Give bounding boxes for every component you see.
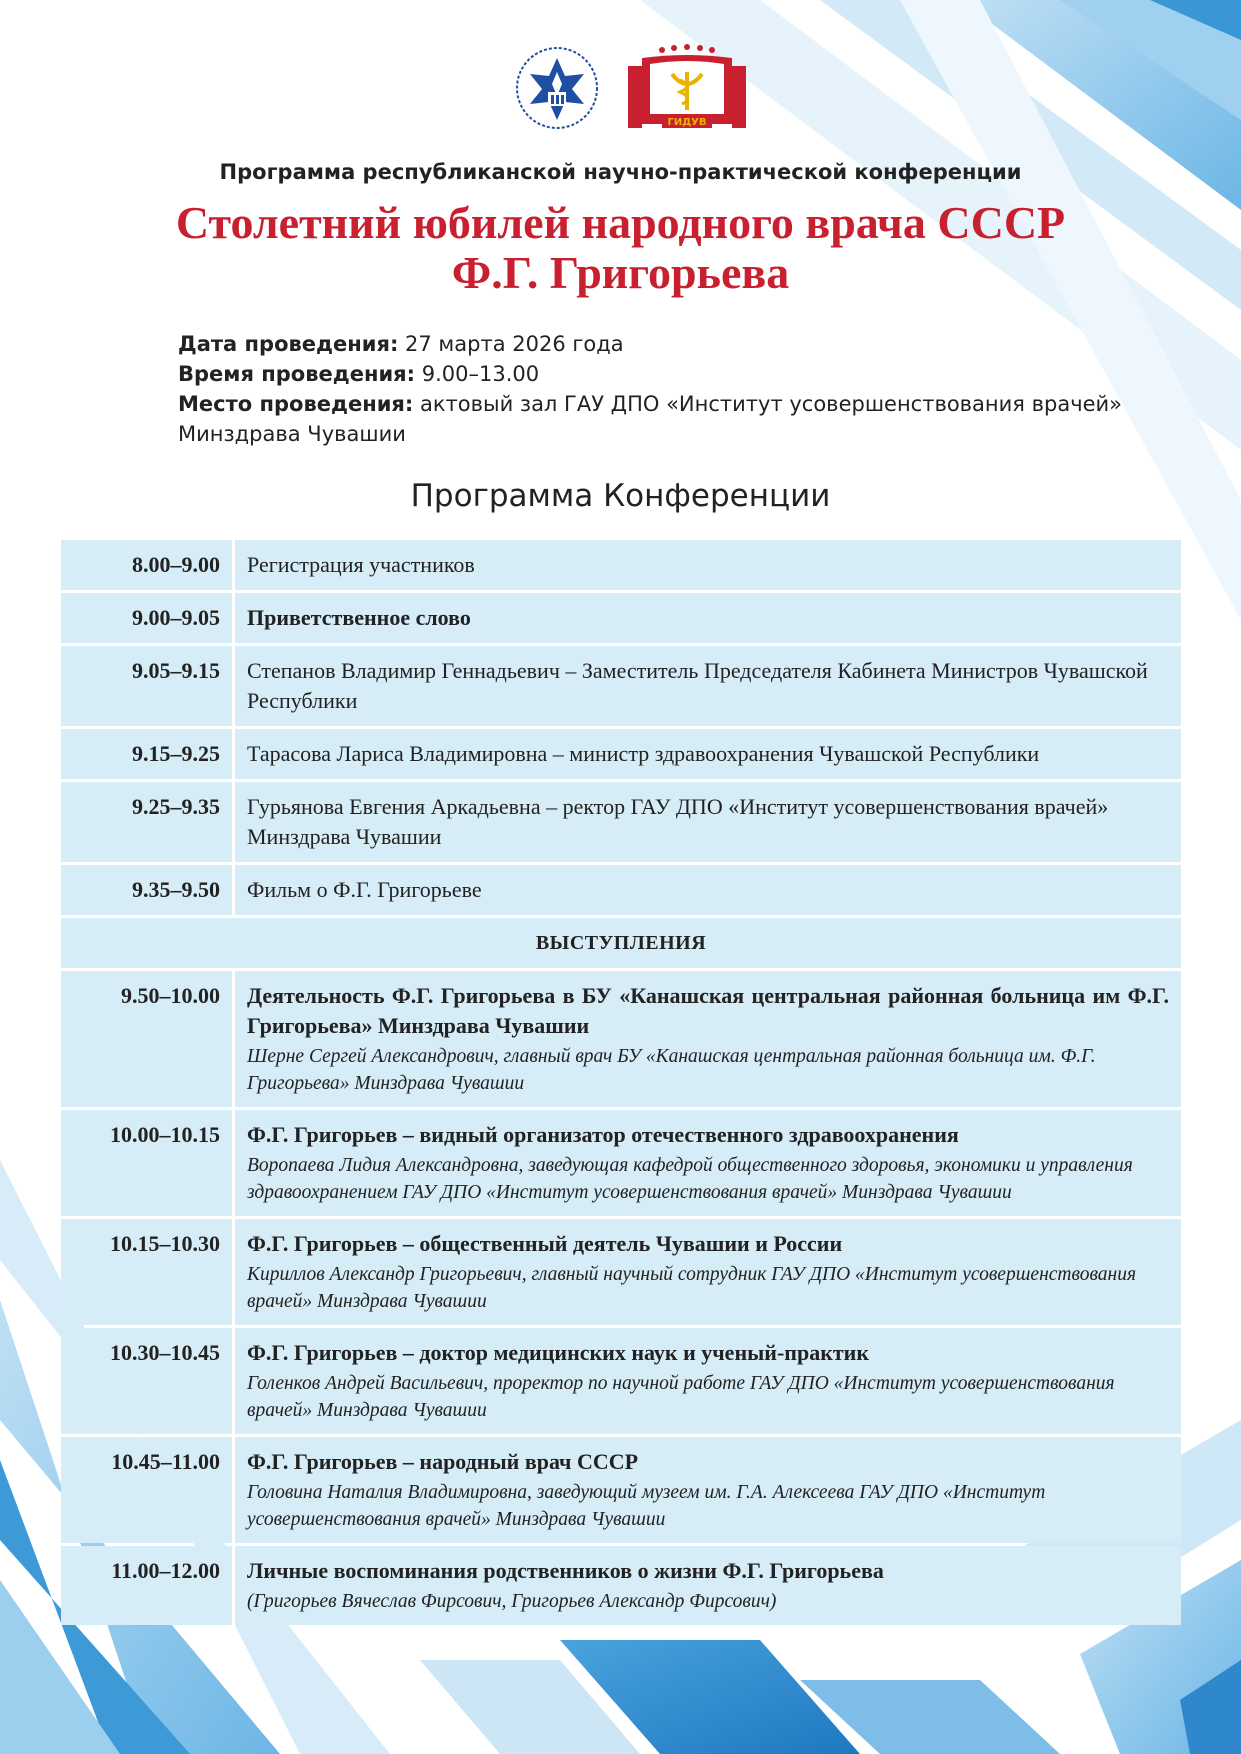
talk-speaker: Кириллов Александр Григорьевич, главный научный сотрудник ГАУ ДПО «Институт усовершенствования врачей» Минздрава Чувашии	[247, 1264, 1137, 1312]
minzdrav-chuvashii-logo	[512, 44, 602, 132]
row-time: 9.25–9.35	[61, 782, 235, 862]
date-value: 27 марта 2026 года	[398, 332, 624, 356]
talk-time: 10.45–11.00	[61, 1437, 235, 1543]
talk-title: Ф.Г. Григорьев – видный организатор отечественного здравоохранения	[247, 1122, 959, 1147]
talk-time: 11.00–12.00	[61, 1546, 235, 1625]
talk-row	[61, 1110, 1181, 1216]
row-time: 9.15–9.25	[61, 729, 235, 779]
talk-time: 10.30–10.45	[61, 1328, 235, 1434]
talk-title: Ф.Г. Григорьев – народный врач СССР	[247, 1449, 639, 1474]
talk-cell	[235, 971, 1181, 1107]
date-line	[178, 329, 1158, 359]
row-text: Гурьянова Евгения Аркадьевна – ректор ГАУ ДПО «Институт усовершенствования врачей» Минздрава Чувашии	[235, 782, 1181, 862]
row-text: Тарасова Лариса Владимировна – министр здравоохранения Чувашской Республики	[235, 729, 1181, 779]
gidouv-logo-text: ГИДУВ	[667, 117, 707, 128]
talk-speaker: Голенков Андрей Васильевич, проректор по научной работе ГАУ ДПО «Институт усовершенствования врачей» Минздрава Чувашии	[247, 1373, 1115, 1421]
program-heading: Программа Конференции	[410, 478, 831, 514]
talk-cell	[235, 1546, 1181, 1625]
table-row	[61, 593, 1181, 643]
conference-title	[0, 198, 1241, 298]
table-row	[61, 865, 1181, 915]
talk-row	[61, 1437, 1181, 1543]
talk-cell	[235, 1437, 1181, 1543]
title-line-1: Столетний юбилей народного врача СССР	[175, 197, 1066, 248]
talk-row	[61, 1546, 1181, 1625]
talk-row	[61, 1219, 1181, 1325]
talk-row	[61, 1328, 1181, 1434]
row-text: Регистрация участников	[235, 540, 1181, 590]
talk-title: Ф.Г. Григорьев – доктор медицинских наук и ученый-практик	[247, 1340, 870, 1365]
table-row	[61, 729, 1181, 779]
talk-title: Ф.Г. Григорьев – общественный деятель Чувашии и России	[247, 1231, 843, 1256]
table-row	[61, 646, 1181, 726]
talk-time: 10.15–10.30	[61, 1219, 235, 1325]
title-line-2: Ф.Г. Григорьева	[451, 247, 790, 298]
section-row	[61, 918, 1181, 968]
row-time: 9.05–9.15	[61, 646, 235, 726]
talk-cell	[235, 1110, 1181, 1216]
row-text: Степанов Владимир Геннадьевич – Заместитель Председателя Кабинета Министров Чувашской Республики	[235, 646, 1181, 726]
place-value: актовый зал ГАУ ДПО «Институт усовершенствования врачей» Минздрава Чувашии	[178, 392, 1123, 446]
row-time: 9.35–9.50	[61, 865, 235, 915]
talk-title: Личные воспоминания родственников о жизни Ф.Г. Григорьева	[247, 1558, 884, 1583]
talk-title: Деятельность Ф.Г. Григорьева в БУ «Канашская центральная районная больница им Ф.Г. Григорьева» Минздрава Чувашии	[247, 983, 1169, 1038]
gidouv-logo	[622, 44, 752, 132]
table-row	[61, 540, 1181, 590]
place-line	[178, 389, 1158, 449]
talk-speaker: Воропаева Лидия Александровна, заведующая кафедрой общественного здоровья, экономики и управления здравоохранением ГАУ ДПО «Институт усовершенствования врачей» Минздрава Чувашии	[247, 1155, 1133, 1203]
place-label: Место проведения:	[178, 392, 414, 416]
time-label: Время проведения:	[178, 362, 416, 386]
logos	[512, 44, 752, 132]
row-text: Приветственное слово	[235, 593, 1181, 643]
program-table	[61, 537, 1181, 1628]
time-line	[178, 359, 1158, 389]
date-label: Дата проведения:	[178, 332, 399, 356]
row-time: 9.00–9.05	[61, 593, 235, 643]
conference-pre-title: Программа республиканской научно-практической конференции	[219, 160, 1022, 184]
talk-time: 9.50–10.00	[61, 971, 235, 1107]
talk-time: 10.00–10.15	[61, 1110, 235, 1216]
talk-row	[61, 971, 1181, 1107]
section-label: ВЫСТУПЛЕНИЯ	[61, 918, 1181, 968]
talk-cell	[235, 1219, 1181, 1325]
table-row	[61, 782, 1181, 862]
talk-speaker: Головина Наталия Владимировна, заведующий музеем им. Г.А. Алексеева ГАУ ДПО «Институт усовершенствования врачей» Минздрава Чувашии	[247, 1482, 1046, 1530]
talk-cell	[235, 1328, 1181, 1434]
row-text: Фильм о Ф.Г. Григорьеве	[235, 865, 1181, 915]
talk-speaker: Шерне Сергей Александрович, главный врач БУ «Канашская центральная районная больница им. Ф.Г. Григорьева» Минздрава Чувашии	[247, 1046, 1096, 1094]
row-time: 8.00–9.00	[61, 540, 235, 590]
event-info	[178, 329, 1158, 449]
time-value: 9.00–13.00	[415, 362, 540, 386]
talk-speaker: (Григорьев Вячеслав Фирсович, Григорьев Александр Фирсович)	[247, 1591, 777, 1612]
